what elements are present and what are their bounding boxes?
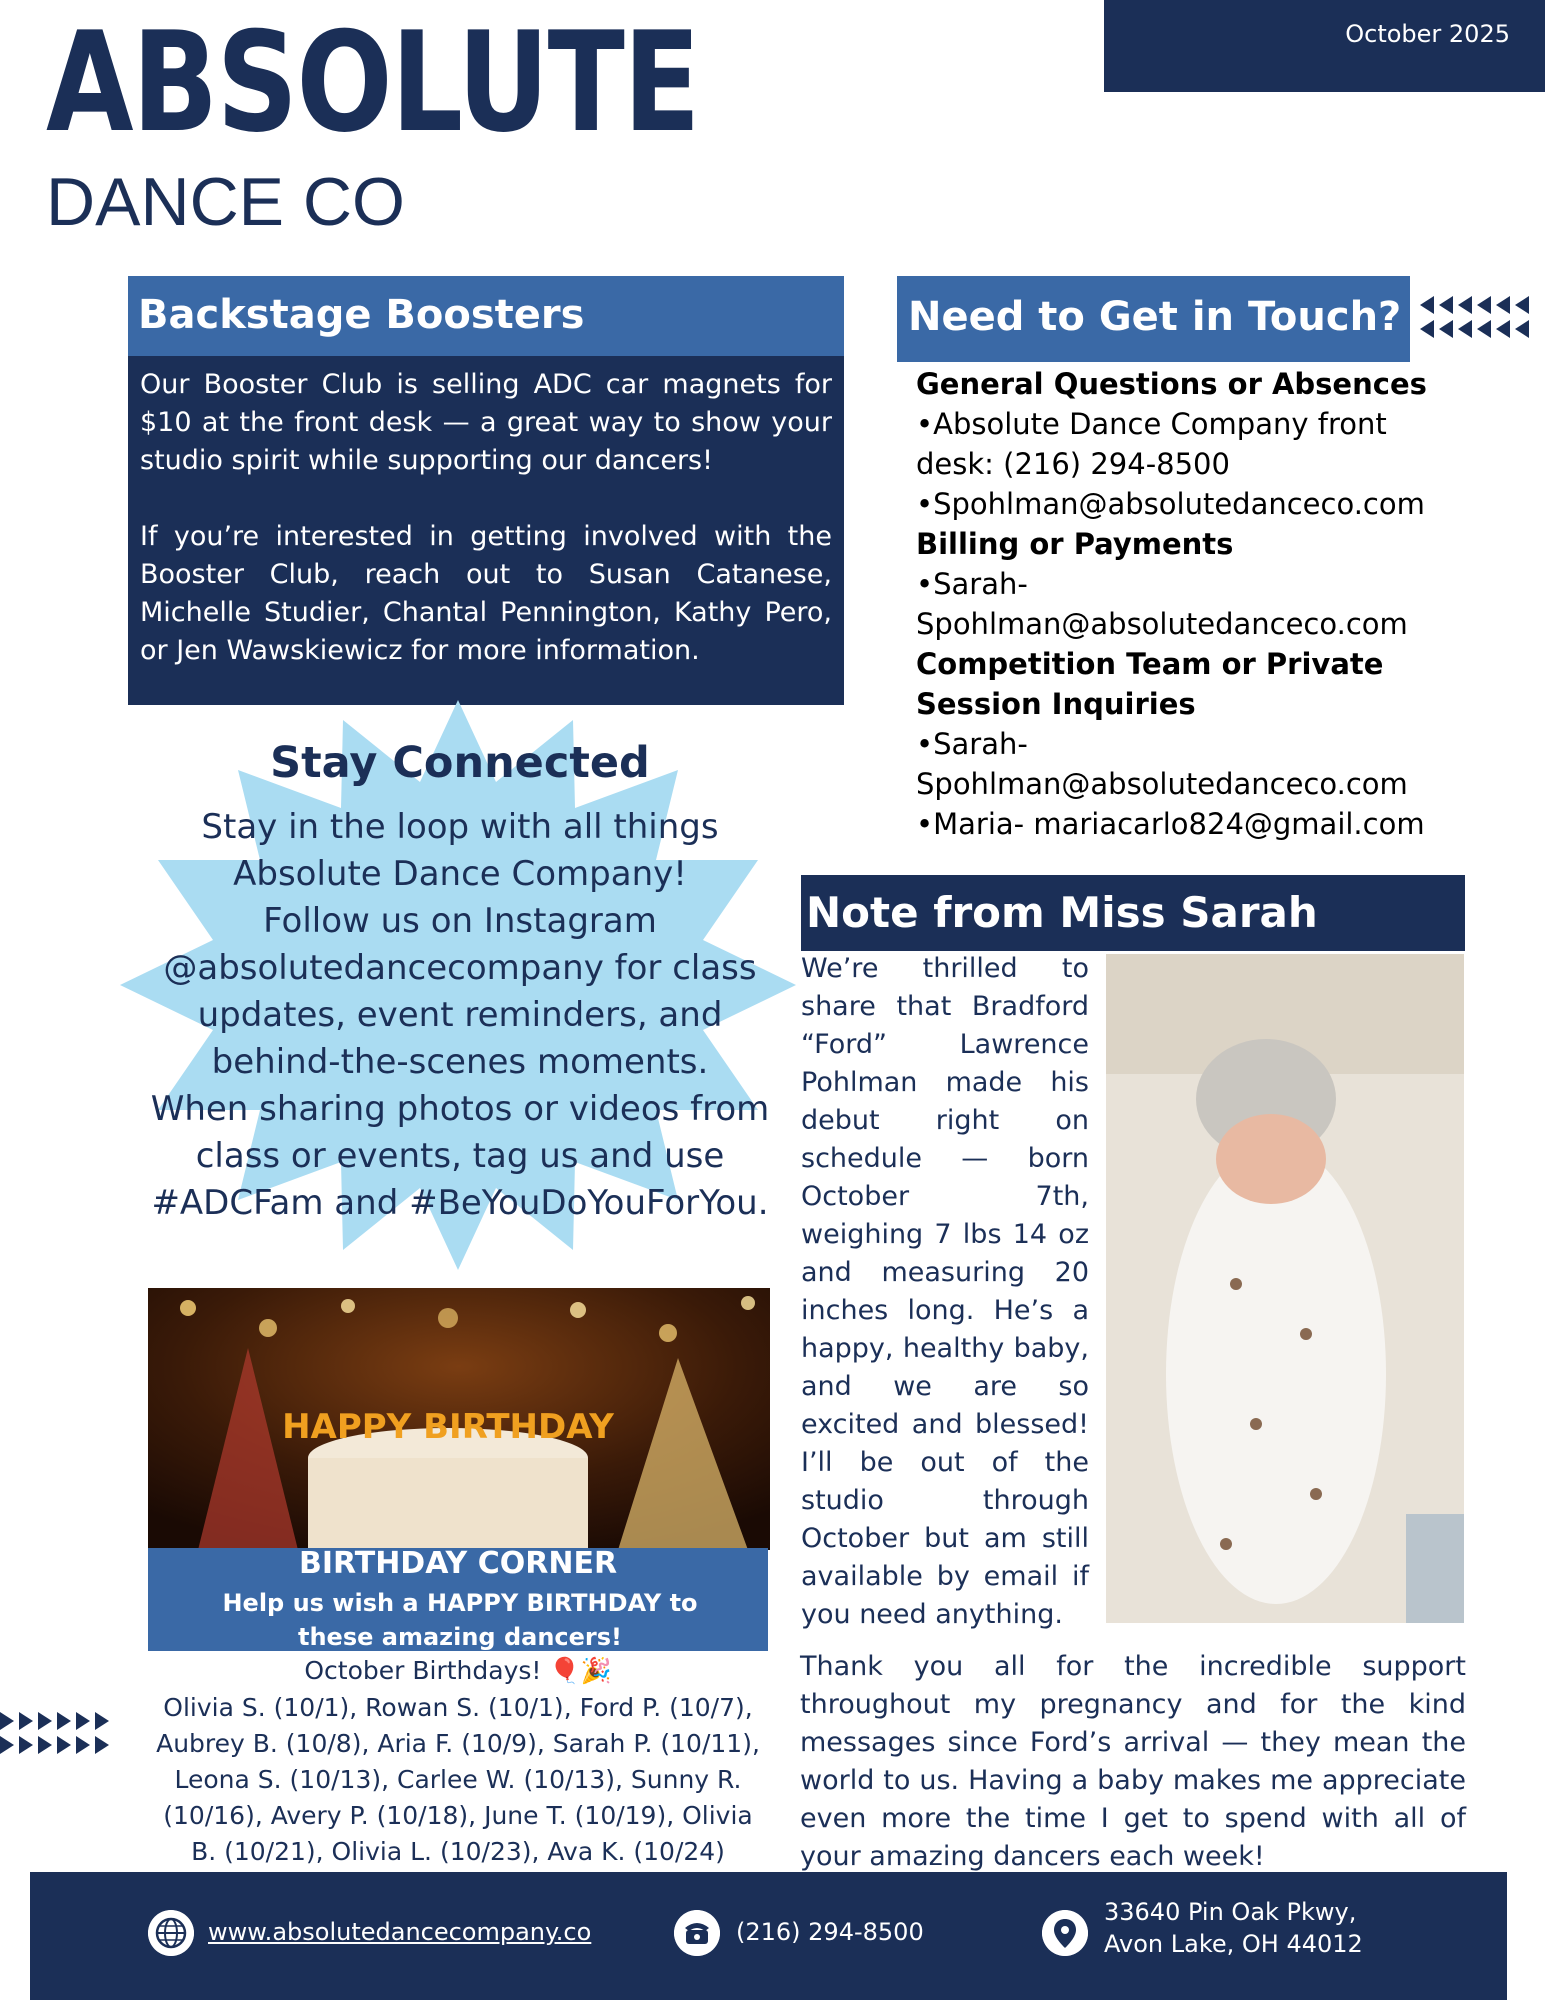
footer-address-line-2: Avon Lake, OH 44012 [1104, 1930, 1363, 1958]
triangle-decoration-top [1420, 296, 1529, 338]
stay-line: updates, event reminders, and [197, 995, 723, 1035]
booster-paragraph-1: Our Booster Club is selling ADC car magnets for $10 at the front desk — a great way to show your studio spirit while supporting our dancers! [140, 369, 832, 476]
note-closing-text: Thank you all for the incredible support throughout my pregnancy and for the kind messages since Ford’s arrival — they mean the world to us. Having a baby makes me appreciate even more the time I get to spend with all of your amazing dancers each week! [800, 1651, 1466, 1872]
stay-line: When sharing photos or videos from [150, 1089, 770, 1129]
booster-text [140, 366, 832, 708]
baby-photo [1106, 954, 1464, 1623]
hashtags: #ADCFam and #BeYouDoYouForYou. [151, 1183, 769, 1223]
footer-address-line-1: 33640 Pin Oak Pkwy, [1104, 1898, 1357, 1926]
contact-billing-heading: Billing or Payments [916, 527, 1234, 561]
issue-date: October 2025 [1345, 20, 1510, 48]
contact-competition-maria-email[interactable]: •Maria- mariacarlo824@gmail.com [916, 807, 1425, 841]
stay-line: class or events, tag us and use [195, 1136, 725, 1176]
cake-candle-text: HAPPY BIRTHDAY [282, 1407, 614, 1447]
stay-connected-title: Stay Connected [270, 738, 650, 788]
contact-competition-heading: Competition Team or Private Session Inquiries [916, 647, 1384, 721]
footer-address [1104, 1896, 1363, 1960]
birthday-subtitle: Help us wish a HAPPY BIRTHDAY to these amazing dancers! [222, 1589, 698, 1651]
stay-connected-text [140, 804, 780, 1227]
instagram-handle: @absolutedancecompany for class [163, 948, 757, 988]
note-title: Note from Miss Sarah [806, 888, 1318, 937]
booster-paragraph-2: If you’re interested in getting involved with the Booster Club, reach out to Susan Catanese, Michelle Studier, Chantal Pennington, Kathy Pero, or Jen Wawskiewicz for more information. [140, 521, 832, 666]
birthday-month-label: October Birthdays! 🎈🎉 [304, 1656, 612, 1685]
logo-title: ABSOLUTE [46, 2, 699, 163]
contact-list [916, 364, 1456, 844]
booster-title: Backstage Boosters [138, 292, 585, 338]
phone-icon [674, 1910, 720, 1956]
footer-website-link[interactable]: www.absolutedancecompany.co [208, 1918, 592, 1946]
location-pin-icon [1042, 1910, 1088, 1956]
stay-line: behind-the-scenes moments. [211, 1042, 709, 1082]
contact-title: Need to Get in Touch? [908, 294, 1402, 340]
stay-line: Absolute Dance Company! [233, 854, 687, 894]
footer-phone[interactable]: (216) 294-8500 [736, 1918, 924, 1946]
stay-line: Follow us on Instagram [263, 901, 657, 941]
birthday-title: BIRTHDAY CORNER [298, 1546, 618, 1581]
triangle-decoration-bottom [0, 1712, 109, 1754]
stay-line: Stay in the loop with all things [201, 807, 719, 847]
contact-general-phone: •Absolute Dance Company front desk: (216) 294-8500 [916, 407, 1387, 481]
contact-general-heading: General Questions or Absences [916, 367, 1427, 401]
contact-general-email[interactable]: •Spohlman@absolutedanceco.com [916, 487, 1425, 521]
contact-billing-email[interactable]: •Sarah- Spohlman@absolutedanceco.com [916, 567, 1408, 641]
contact-competition-sarah-email[interactable]: •Sarah- Spohlman@absolutedanceco.com [916, 727, 1408, 801]
logo-subtitle: DANCE CO [46, 164, 405, 240]
birthday-list: Olivia S. (10/1), Rowan S. (10/1), Ford P. (10/7), Aubrey B. (10/8), Aria F. (10/9), Sarah P. (10/11), Leona S. (10/13), Carlee W. (10/13), Sunny R. (10/16), Avery P. (10/18), June T. (10/19), Olivia B. (10/21), Olivia L. (10/23), Ava K. (10/24) [156, 1693, 760, 1866]
globe-icon [148, 1910, 194, 1956]
note-column-text: We’re thrilled to share that Bradford “Ford” Lawrence Pohlman made his debut right on schedule — born October 7th, weighing 7 lbs 14 oz and measuring 20 inches long. He’s a happy, healthy baby, and we are so excited and blessed! I’ll be out of the studio through October but am still available by email if you need anything. [801, 953, 1089, 1630]
birthday-cake-image [148, 1288, 770, 1550]
